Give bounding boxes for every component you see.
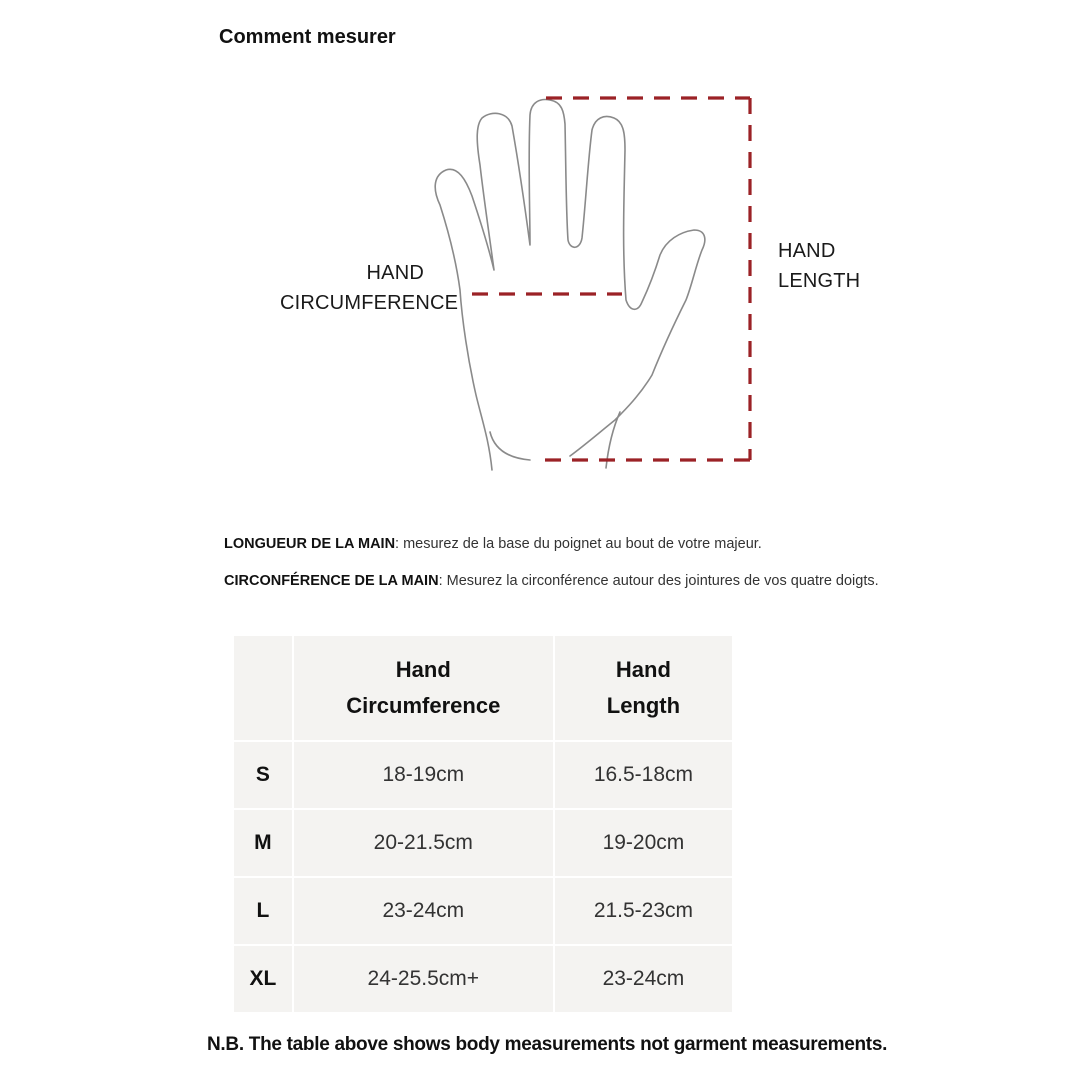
header-length-line2: Length (606, 693, 681, 718)
table-header-row (233, 635, 733, 741)
size-cell: L (233, 877, 293, 945)
circumference-term: CIRCONFÉRENCE DE LA MAIN (224, 573, 439, 589)
header-size-cell (233, 635, 293, 741)
header-length (554, 635, 733, 741)
table-row (233, 945, 733, 1013)
length-cell: 16.5-18cm (554, 741, 733, 809)
circumference-label-line2: CIRCUMFERENCE (280, 292, 459, 314)
size-cell: S (233, 741, 293, 809)
length-label-line2: LENGTH (778, 270, 861, 292)
table-row (233, 877, 733, 945)
circumference-cell: 20-21.5cm (293, 809, 554, 877)
header-length-line1: Hand (615, 657, 671, 682)
size-cell: M (233, 809, 293, 877)
circumference-cell: 18-19cm (293, 741, 554, 809)
wrist-left-line (490, 432, 530, 460)
length-cell: 23-24cm (554, 945, 733, 1013)
size-table (232, 634, 734, 1014)
length-cell: 21.5-23cm (554, 877, 733, 945)
page-title: Comment mesurer (219, 26, 396, 48)
circumference-label-line1: HAND (366, 262, 424, 284)
circumference-cell: 23-24cm (293, 877, 554, 945)
table-row (233, 809, 733, 877)
size-cell: XL (233, 945, 293, 1013)
length-description (224, 532, 904, 556)
header-circumference (293, 635, 554, 741)
header-circumference-line2: Circumference (346, 693, 501, 718)
length-label-line1: HAND (778, 240, 836, 262)
footnote: N.B. The table above shows body measurements not garment measurements. (207, 1034, 888, 1055)
length-cell: 19-20cm (554, 809, 733, 877)
circumference-text: : Mesurez la circonférence autour des jointures de vos quatre doigts. (438, 573, 879, 589)
length-term: LONGUEUR DE LA MAIN (224, 536, 396, 552)
header-circumference-line1: Hand (395, 657, 451, 682)
table-row (233, 741, 733, 809)
hand-measurement-diagram (0, 0, 1080, 520)
length-text: : mesurez de la base du poignet au bout de votre majeur. (395, 536, 762, 552)
hand-length-dashes (534, 98, 750, 460)
circumference-cell: 24-25.5cm+ (293, 945, 554, 1013)
hand-outline (435, 100, 705, 470)
circumference-description (224, 569, 904, 593)
